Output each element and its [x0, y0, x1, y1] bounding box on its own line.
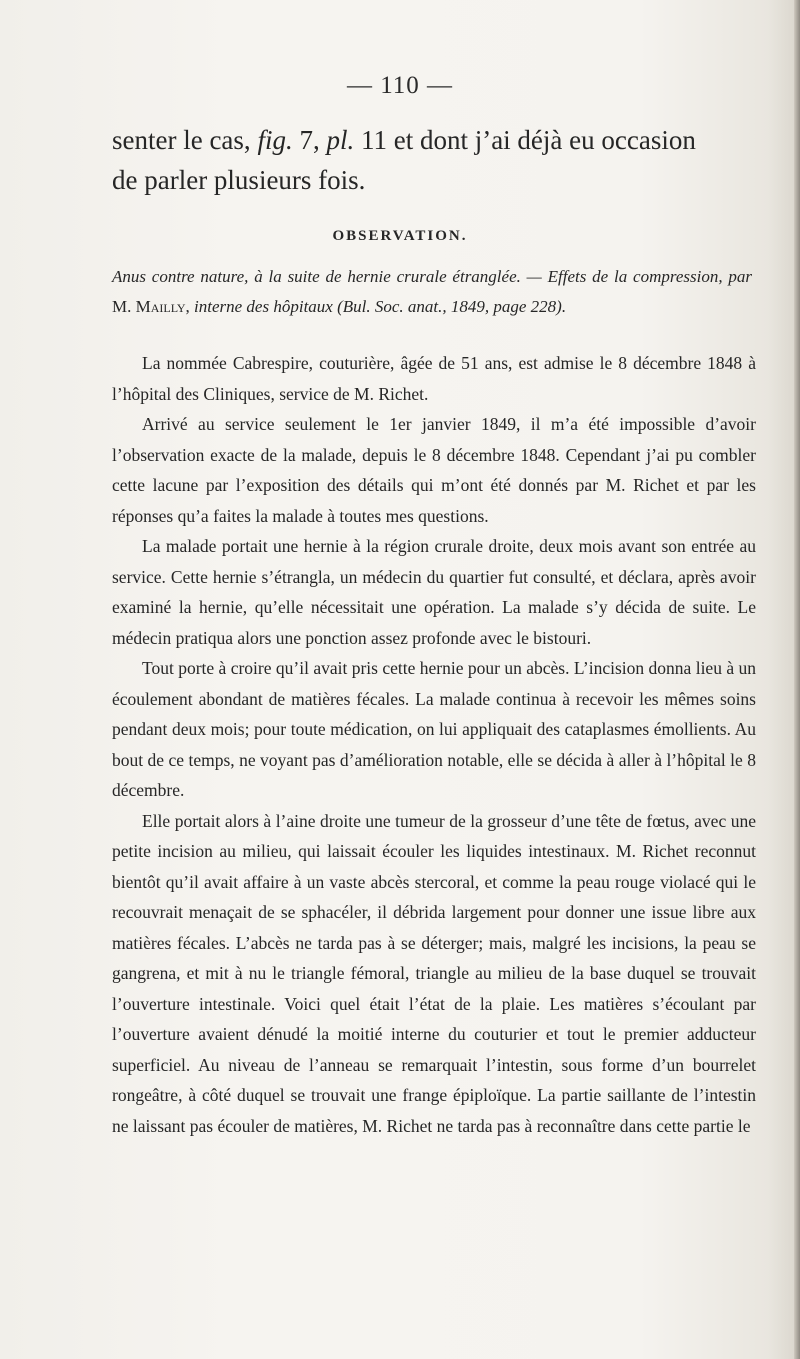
body-text: [112, 348, 756, 1141]
observation-heading: [112, 262, 752, 322]
section-title: OBSERVATION.: [332, 228, 468, 244]
paragraph: Tout porte à croire qu’il avait pris cette hernie pour un abcès. L’incision donna lieu à un écoulement abondant de matières fécales. La malade continua à recevoir les mêmes soins pendant deux mois; pour toute médication, on lui appliquait des cataplasmes émollients. Au bout de ce temps, ne voyant pas d’amélioration notable, elle se décida à aller à l’hôpital le 8 décembre.: [112, 658, 756, 800]
page-number: — 110 —: [346, 72, 454, 99]
heading-text-2: interne des hôpitaux (Bul. Soc. anat., 1849, page 228).: [194, 297, 567, 316]
paragraph: La nommée Cabrespire, couturière, âgée de 51 ans, est admise le 8 décembre 1848 à l’hôpital des Cliniques, service de M. Richet.: [112, 353, 756, 404]
heading-author: M. Mailly,: [112, 297, 195, 316]
paragraph: Elle portait alors à l’aine droite une tumeur de la grosseur d’une tête de fœtus, avec une petite incision au milieu, qui laissait écouler les liquides intestinaux. M. Richet reconnut bientôt qu’il avait affaire à un vaste abcès stercoral, et comme la peau rouge violacé qui le recouvrait menaçait de se sphacéler, il débrida largement pour donner une issue libre aux matières fécales. L’abcès ne tarda pas à se déterger; mais, malgré les incisions, la peau se gangrena, et mit à nu le triangle fémoral, triangle au milieu de la base duquel se trouvait l’ouverture intestinale. Voici quel était l’état de la plaie. Les matières s’écoulant par l’ouverture avaient dénudé la moitié interne du couturier et tout le premier adducteur superficiel. Au niveau de l’anneau se remarquait l’intestin, sous forme d’un bourrelet rongeâtre, à côté duquel se trouvait une frange épiploïque. La partie saillante de l’intestin ne laissant pas écouler de matières, M. Richet ne tarda pas à reconnaître dans cette partie le: [112, 810, 756, 1136]
lead-text-1: senter le cas,: [112, 125, 258, 155]
page-edge: [794, 0, 800, 1359]
plate-ref: pl.: [326, 125, 355, 155]
fig-ref: fig.: [257, 125, 293, 155]
lead-paragraph: [112, 120, 722, 200]
heading-text-1: Anus contre nature, à la suite de hernie crurale étranglée. — Effets de la compression, par: [112, 267, 752, 286]
lead-text-2: 7,: [292, 125, 327, 155]
lead-text-3: 11 et dont j’ai déjà eu occasion de parler plusieurs fois.: [112, 125, 696, 195]
paragraph: Arrivé au service seulement le 1er janvier 1849, il m’a été impossible d’avoir l’observation exacte de la malade, depuis le 8 décembre 1848. Cependant j’ai pu combler cette lacune par l’exposition des détails qui m’ont été donnés par M. Richet et par les réponses qu’a faites la malade à toutes mes questions.: [112, 414, 756, 526]
paragraph: La malade portait une hernie à la région crurale droite, deux mois avant son entrée au service. Cette hernie s’étrangla, un médecin du quartier fut consulté, et déclara, après avoir examiné la hernie, qu’elle nécessitait une opération. La malade s’y décida de suite. Le médecin pratiqua alors une ponction assez profonde avec le bistouri.: [112, 536, 756, 648]
